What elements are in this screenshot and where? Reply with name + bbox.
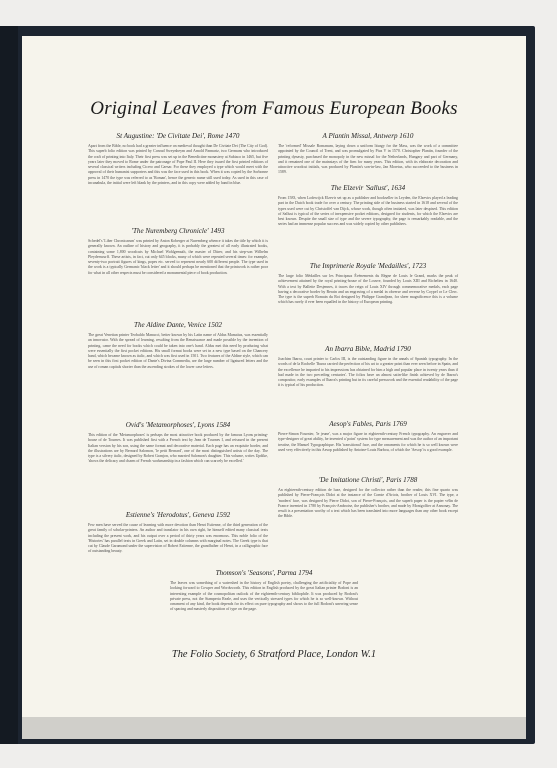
entry-heading: The Imprimerie Royale 'Medailles', 1723	[309, 262, 427, 270]
entry	[88, 321, 268, 421]
entry-heading: 'De Imitatione Christi', Paris 1788	[318, 476, 418, 484]
entry	[278, 262, 458, 345]
entry	[278, 345, 458, 420]
entry	[88, 511, 268, 573]
entry-heading: The Aldine Dante, Venice 1502	[134, 321, 222, 329]
entry-body: This edition of the 'Metamorphoses' is perhaps the most attractive book produced by the famous Lyons printing-house of de Tournes. It was published first with a French text by Jean de Tournes I, and reissued in the present Italian version by his son, using the same format and decorative material. Each page has an exquisite border, and the illustrations are by Bernard Salomon, 'le petit Bernard', one of the most distinguished artists of the day. The type is a silvery italic, designed by Robert Granjon, who married Salomon's daughter. This volume, writes Updike, 'shows the delicacy and charm of French workmanship in a fashion which can scarcely be excelled.'	[88, 433, 268, 464]
right-column	[278, 132, 458, 546]
left-column	[88, 132, 268, 573]
center-entry	[170, 569, 358, 613]
entry	[278, 420, 458, 476]
entry-body: Pierre-Simon Fournier, 'le jeune', was a major figure in eighteenth-century French typography. An engraver and type-designer of great ability, he invented a 'point' system for type measurement and was the author of an important treatise, the Manuel Typographique. His 'transitional' face, and the ornaments for which he is so well known were used very effectively in this Aesop published by Antoine-Louis Barbou, of which the 'Aesop' is a good example.	[278, 432, 458, 452]
entry-body: Schedel's 'Liber Chronicarum' was printed by Anton Koberger at Nuremberg whence it takes the title by which it is generally known. An outline of history and geography, it is probably the greatest of all early illustrated books, containing some 1,800 woodcuts by Michael Wohlgemuth, the master of Dürer, and his step-son Wilhelm Pleydenwurff. These artists, in fact, cut only 645 blocks, many of which were repeated several times: for example, seventy-two portrait figures of kings, popes etc. served to represent nearly 600 different people. The type used in the work is a typically Germanic 'black letter' and it should perhaps be mentioned that the printwork is rather poor for what in all other respects must be considered a monumental piece of book production.	[88, 239, 268, 275]
entry-heading: The Elzevir 'Sallust', 1634	[330, 184, 406, 192]
entry-body: Apart from the Bible, no book had a greater influence on medieval thought than De Civitate Dei (The City of God). This superb folio edition was printed by Conrad Sweynheym and Arnold Pannartz, two Germans who introduced the craft of printing into Italy. Their first press was set up in the Benedictine monastery at Subiaco in 1465, but five years later they moved to Rome under the patronage of Pope Paul II. Here they issued the first printed editions of several classical writers including Cicero and Caesar. For these they employed a type which would meet with the approval of their humanist supporters and this was the face used in this book. When it was copied by the Sorbonne press in 1470 the type was referred to as 'Roman', hence the generic name still used today. As used in this case of incunabula, the initial were left blank by the printers, and in this copy were added by hand in blue.	[88, 144, 268, 186]
entry	[278, 132, 458, 184]
entry	[278, 476, 458, 546]
page-title: Original Leaves from Famous European Books	[90, 98, 458, 119]
publisher-footer: The Folio Society, 6 Stratford Place, London W.1	[171, 649, 377, 660]
entry	[88, 132, 268, 227]
entry-heading: 'The Nuremberg Chronicle' 1493	[131, 227, 225, 235]
entry-body: The 'reformed' Missale Romanum, laying down a uniform liturgy for the Mass, was the work of a committee appointed by the Council of Trent, and was promulgated by Pius V in 1570. Christopher Plantin, founder of the printing dynasty, purchased the monopoly in the new missal for the Netherlands, Hungary and part of Germany, and it remained one of the mainstays of the firm for many years. This edition, with its elaborate decoration and attractive woodcut initials, was produced by Plantin's son-in-law, Jan Moretus, who succeeded to the business in 1589.	[278, 144, 458, 175]
entry-body: From 1583, when Lodewijck Elzevir set up as a publisher and bookseller in Leyden, the Elzevirs played a leading part in the Dutch book trade for over a century. The printing side of the business started in 1618 and several of the types used were cut by Christoffel van Dijck, whose work, though often imitated, was later despised. This edition of Sallust is typical of the series of inexpensive pocket editions, designed for students, for which the Elzevirs are best known. Despite the small size of type and the severe typography, the page is remarkably readable, and the series had an immense popular success and was widely copied by other publishers.	[278, 196, 458, 227]
binder-spine	[0, 26, 18, 744]
entry-body: Few men have served the cause of learning with more devotion than Henri Estienne, of the third generation of the great family of scholar-printers. An author and translator in his own right, he himself edited many classical texts including the present work, and his output over a period of thirty years was enormous. This noble folio of the 'Histories' has parallel texts in Greek and Latin, set in double columns with marginal notes. The Greek type is that cut by Claude Garamond under the supervision of Robert Estienne, the grandfather of Henri, in a calligraphic face of outstanding beauty.	[88, 523, 268, 554]
entry-body: An eighteenth-century edition de luxe, designed for the collector rather than the reader, this fine quarto was published by Pierre-François Didot at the instance of the Comte d'Artois, brother of Louis XVI. The type, a 'modern' face, was designed by Pierre Didot, son of Pierre-François, and the superb paper is the papier vélin de France invented in 1780 by François-Ambroise, the publisher's brother, and made by Montgolfier at Annonay. The result is a presentation worthy of a text which has been translated into more languages than any other book except the Bible.	[278, 488, 458, 519]
entry-heading: Ovid's 'Metamorphoses', Lyons 1584	[125, 421, 231, 429]
entry-heading: Estienne's 'Herodotus', Geneva 1592	[125, 511, 231, 519]
entry	[278, 184, 458, 262]
entry	[88, 227, 268, 321]
entry	[88, 421, 268, 511]
entry-body: The large folio Médailles sur les Principaux Événements du Règne de Louis le Grand, marks the peak of achievement attained by the royal printing-house of the Louvre, founded by Louis XIII and Richelieu in 1640. With a text by Ballette Desjennes, it traces the reign of Louis XIV through commemorative medals, each page having a decorative border by Berain and an engraving of a medal in obverse and reverse by Coypel or Le Clerc. The type is the superb Romain du Roi designed by Philippe Grandjean, for sheer magnificence this is a volume which has rarely if ever been equalled in the history of European printing.	[278, 274, 458, 305]
entry-heading: St Augustine: 'De Civitate Dei', Rome 1470	[116, 132, 240, 140]
document-page	[22, 36, 526, 717]
entry-body: The great Venetian printer Teobaldo Manucci, better known by his Latin name of Aldus Manutius, was essentially an innovator. With the spread of learning, resulting from the Renaissance and made possible by the invention of printing, came the need for books which could be taken into one's hand. Aldus met this need by producing what were essentially the first pocket editions. His small format books were set in a new type based on the Chancery hand, which became known as italic, and which was first used in 1501. Two features of the Aldine style, which can be seen in this first pocket edition of Dante's Divina Commedia, are the large number of ligatured letters and the use of roman capitals shorter than the ascending strokes of the lower case letters.	[88, 333, 268, 369]
entry-body: Joachim Ibarra, court printer to Carlos III, is the outstanding figure in the annals of Spanish typography. In the words of de la Rochelle 'Ibarra carried the perfection of his art to a greater point than ever seen before in Spain, and the excellence he imparted to his impressions has obtained for him a high and popular place in twenty years than if had made in the two preceding centuries'. The folios have an almost satin-like finish achieved by de Ibarra's compositor, early examples of Ibarra's printing but in its careful presswork and the essential readability of the page it is typical of his production.	[278, 357, 458, 388]
entry-body: The leaves was something of a watershed in the history of English poetry, challenging the artificiality of Pope and looking forward to Cowper and Wordsworth. This edition in English produced by the great Italian printer Bodoni is an interesting example of the cosmopolitan outlook of the eighteenth-century bibliophile. It was produced by Bodoni's private press, not the Stamperia Reale, and uses the vertically stressed types for which he is so well-known. Without ornament of any kind, the book depends for its effect on pure typography and shows to the full Bodoni's unerring sense of spacing and masterly disposition of type on the page.	[170, 581, 358, 612]
entry-heading: Aesop's Fables, Paris 1769	[329, 420, 407, 428]
entry-heading: A Plantin Missal, Antwerp 1610	[322, 132, 414, 140]
entry-heading: Thomson's 'Seasons', Parma 1794	[215, 569, 313, 577]
entry-heading: An Ibarra Bible, Madrid 1790	[325, 345, 411, 353]
